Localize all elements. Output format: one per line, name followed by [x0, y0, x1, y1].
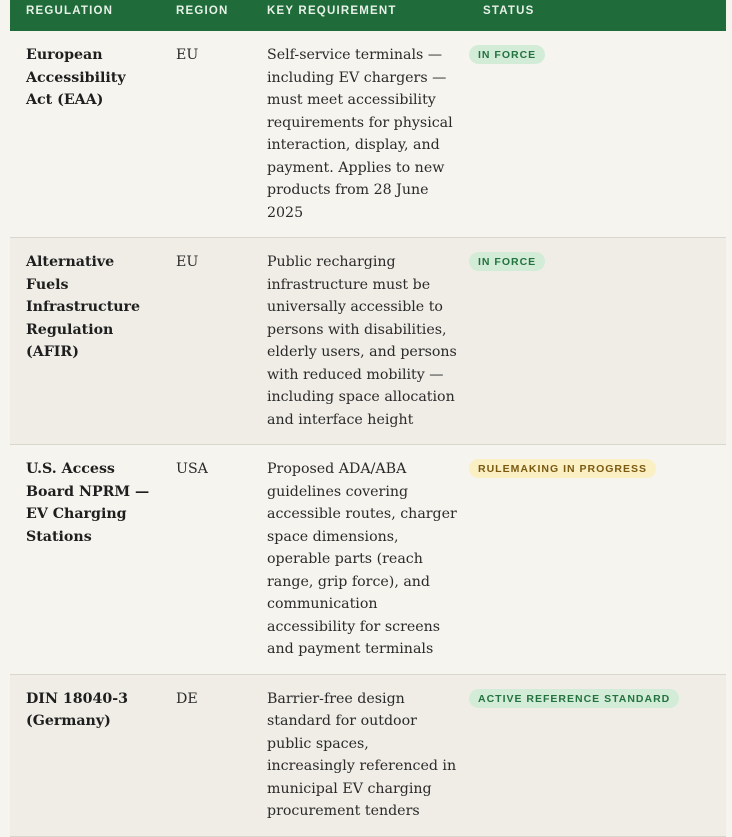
requirement-cell: Barrier-free design standard for outdoor public spaces, increasingly referenced in municipal EV charging procurement tenders — [267, 690, 457, 819]
status-cell — [467, 44, 726, 237]
requirement-cell: Self-service terminals — including EV chargers — must meet accessibility requirements for physical interaction, display, and payment. Applies to new products from 28 June 2025 — [267, 47, 453, 221]
table-row — [10, 31, 726, 238]
requirement-cell: Public recharging infrastructure must be universally accessible to persons with disabilities, elderly users, and persons with reduced mobility — including space allocation and interface height — [267, 254, 457, 428]
status-badge: IN FORCE — [469, 45, 545, 64]
header-key-requirement: KEY REQUIREMENT — [267, 5, 397, 17]
status-badge: ACTIVE REFERENCE STANDARD — [469, 689, 679, 708]
table-row — [10, 675, 726, 837]
regulation-name-text: DIN 18040-3 (Germany) — [26, 690, 128, 729]
header-regulation: REGULATION — [26, 5, 114, 17]
table-header — [10, 0, 726, 31]
status-badge: RULEMAKING IN PROGRESS — [469, 459, 656, 478]
status-cell — [467, 688, 726, 836]
regulation-name — [10, 688, 160, 836]
regulation-name — [10, 251, 160, 444]
table-row — [10, 238, 726, 445]
status-badge: IN FORCE — [469, 252, 545, 271]
regulation-name — [10, 458, 160, 674]
status-cell — [467, 251, 726, 444]
region-cell: EU — [176, 254, 199, 270]
region-cell: USA — [176, 461, 208, 477]
regulation-name-text: U.S. Access Board NPRM — EV Charging Stations — [26, 461, 150, 545]
region-cell: DE — [176, 690, 198, 707]
regulation-name-text: Alternative Fuels Infrastructure Regulation (AFIR) — [26, 254, 141, 360]
regulation-name — [10, 44, 160, 237]
table-row — [10, 445, 726, 675]
regulations-table — [10, 0, 726, 837]
header-region: REGION — [176, 5, 229, 17]
region-cell: EU — [176, 47, 199, 63]
regulation-name-text: European Accessibility Act (EAA) — [26, 47, 126, 108]
requirement-cell: Proposed ADA/ABA guidelines covering accessible routes, charger space dimensions, operable parts (reach range, grip force), and communication accessibility for screens and payment terminals — [267, 461, 457, 657]
status-cell — [467, 458, 726, 674]
header-status: STATUS — [483, 5, 535, 17]
